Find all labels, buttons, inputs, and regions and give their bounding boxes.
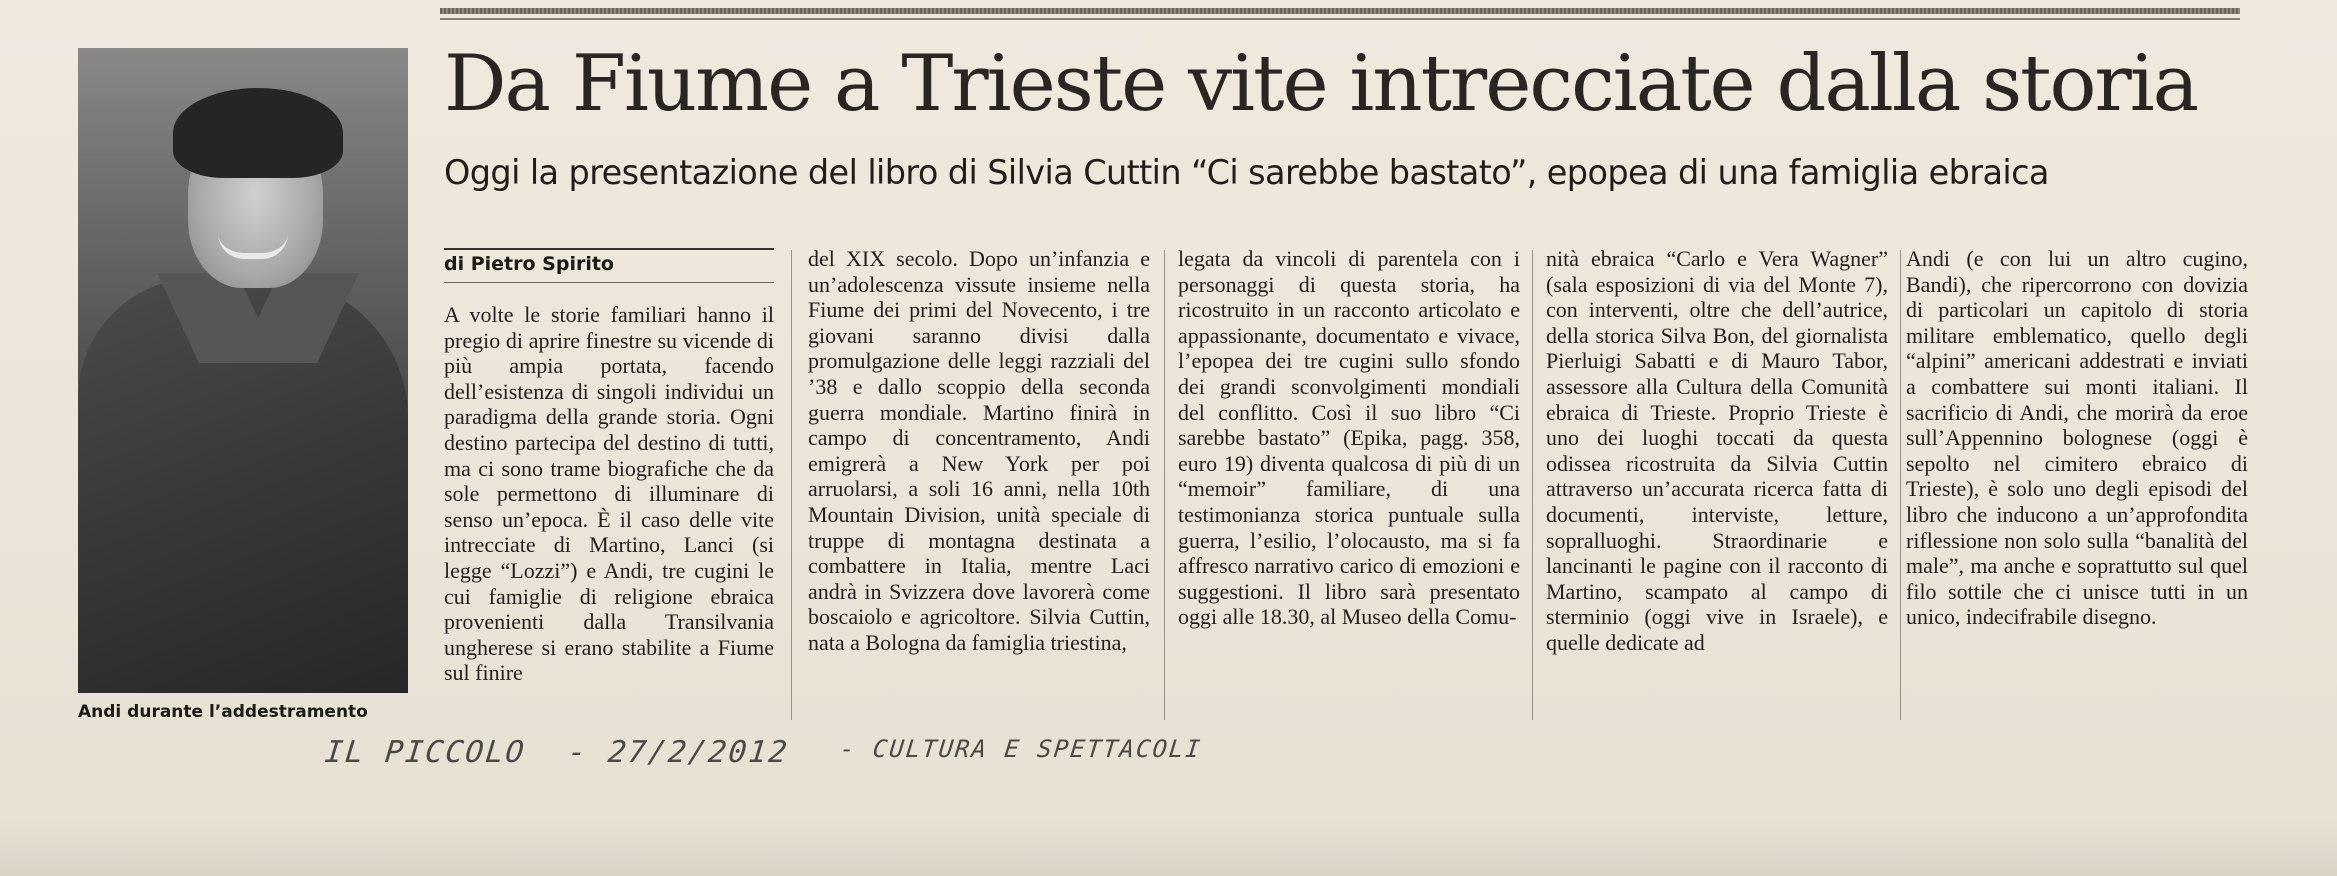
column-text: legata da vincoli di parentela con i personaggi di questa storia, ha ricostruito in un racconto articolato e appassionante, documentato e vivace, l’epopea dei tre cugini sullo sfondo dei grandi sconvolgimenti mondiali del conflitto. Così il suo libro “Ci sarebbe bastato” (Epika, pagg. 358, euro 19) diventa qualcosa di più di un “memoir” familiare, di una testimonianza storica puntuale sulla guerra, l’esilio, l’olocausto, ma si fa affresco narrativo carico di emozioni e suggestioni. Il libro sarà presentato oggi alle 18.30, al Museo della Comu- bbox=[1178, 246, 1520, 630]
handwritten-newspaper-name: IL PICCOLO bbox=[323, 735, 528, 770]
article-column-5 bbox=[1906, 246, 2248, 630]
handwritten-section: - CULTURA E SPETTACOLI bbox=[838, 735, 1204, 763]
byline: di Pietro Spirito bbox=[444, 253, 614, 275]
column-text: A volte le storie familiari hanno il pregio di aprire finestre su vicende di più ampia portata, facendo dell’esistenza di singoli individui un paradigma della grande storia. Ogni destino partecipa del destino di tutti, ma ci sono trame biografiche che da sole permettono di illuminare di senso un’epoca. È il caso delle vite intrecciate di Martino, Lanci (si legge “Lozzi”) e Andi, tre cugini le cui famiglie di religione ebraica provenienti dalla Transilvania ungherese si erano stabilite a Fiume sul finire bbox=[444, 302, 774, 686]
column-divider bbox=[1532, 250, 1533, 720]
article-column-3 bbox=[1178, 246, 1520, 630]
column-divider bbox=[791, 250, 792, 720]
column-divider bbox=[1164, 250, 1165, 720]
byline-rule-bottom bbox=[444, 282, 774, 283]
paper-bottom-edge bbox=[0, 820, 2337, 876]
column-text: Andi (e con lui un altro cugino, Bandi), che ripercorrono con dovizia di particolari un capitolo di storia militare emblematico, quello degli “alpini” americani addestrati e inviati a combattere sui monti italiani. Il sacrificio di Andi, che morirà da eroe sull’Appennino bolognese (oggi è sepolto nel cimitero ebraico di Trieste), è solo uno degli episodi del libro che inducono a un’approfondita riflessione non solo sulla “banalità del male”, ma anche e soprattutto sul quel filo sottile che ci unisce tutti in un unico, indecifrabile disegno. bbox=[1906, 246, 2248, 630]
top-rule bbox=[440, 8, 2240, 14]
column-divider bbox=[1900, 250, 1901, 720]
photo-hair bbox=[173, 88, 343, 178]
article-column-4 bbox=[1546, 246, 1888, 656]
handwritten-date: - 27/2/2012 bbox=[566, 735, 791, 770]
article-column-1 bbox=[444, 302, 774, 686]
portrait-photo bbox=[78, 48, 408, 693]
column-text: del XIX secolo. Dopo un’infanzia e un’adolescenza vissute insieme nella Fiume dei primi del Novecento, i tre giovani saranno divisi dalla promulgazione delle leggi razziali del ’38 e dallo scoppio della seconda guerra mondiale. Martino finirà in campo di concentramento, Andi emigrerà a New York per poi arruolarsi, a soli 16 anni, nella 10th Mountain Division, unità speciale di truppe di montagna destinata a combattere in Italia, mentre Laci andrà in Svizzera dove lavorerà come boscaiolo e agricoltore. Silvia Cuttin, nata a Bologna da famiglia triestina, bbox=[808, 246, 1150, 655]
column-text: nità ebraica “Carlo e Vera Wagner” (sala esposizioni di via del Monte 7), con interventi, oltre che dell’autrice, della storica Silva Bon, del giornalista Pierluigi Sabatti e di Mauro Tabor, assessore alla Cultura della Comunità ebraica di Trieste. Proprio Trieste è uno dei luoghi toccati da questa odissea ricostruita da Silvia Cuttin attraverso un’accurata ricerca fatta di documenti, interviste, letture, sopralluoghi. Straordinarie e lancinanti le pagine con il racconto di Martino, scampato al campo di sterminio (oggi vive in Israele), e quelle dedicate ad bbox=[1546, 246, 1888, 655]
top-rule-thin bbox=[440, 18, 2240, 20]
photo-caption: Andi durante l’addestramento bbox=[78, 702, 368, 722]
headline: Da Fiume a Trieste vite intrecciate dalla storia bbox=[444, 39, 2198, 129]
byline-rule-top bbox=[444, 248, 774, 250]
subheadline: Oggi la presentazione del libro di Silvia Cuttin “Ci sarebbe bastato”, epopea di una famiglia ebraica bbox=[444, 153, 2049, 192]
article-column-2 bbox=[808, 246, 1150, 656]
